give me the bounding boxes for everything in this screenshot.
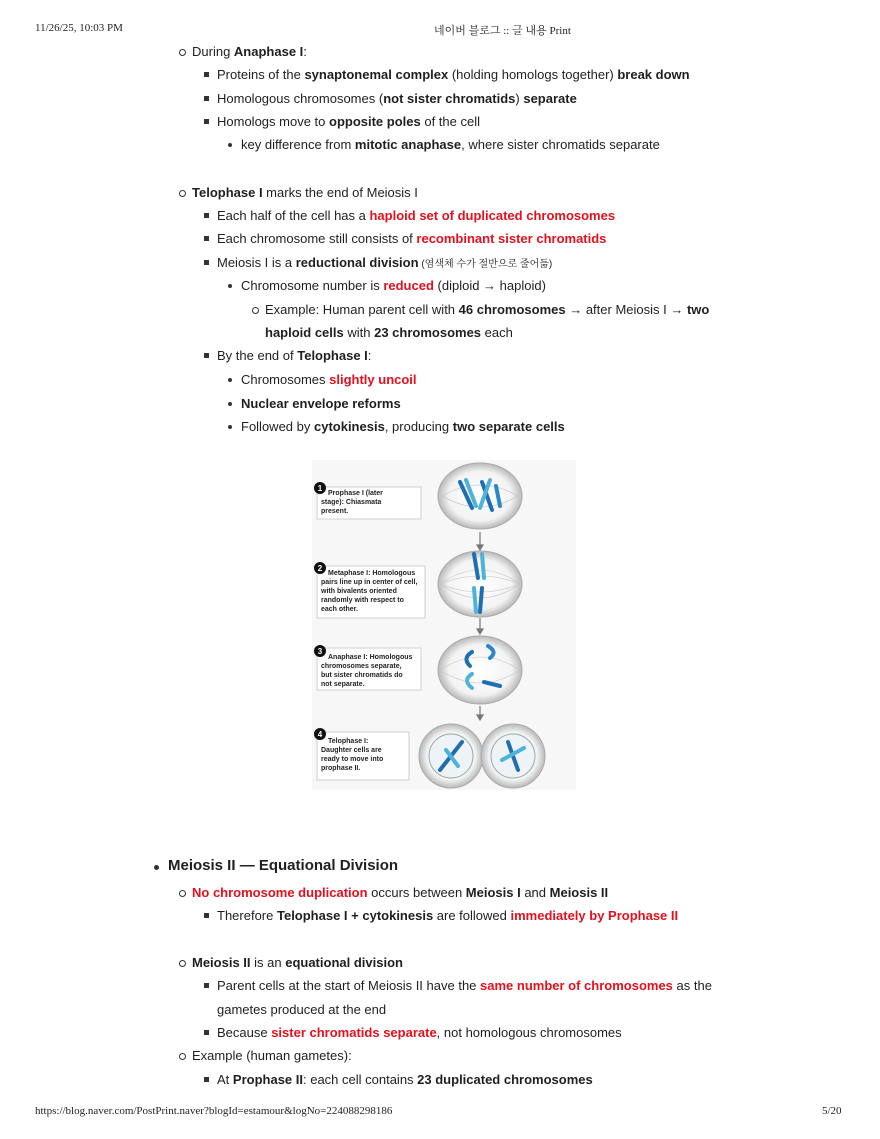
list-item: Therefore Telophase I + cytokinesis are followed immediately by Prophase II (217, 908, 679, 923)
list-item: Followed by cytokinesis, producing two separate cells (241, 419, 565, 434)
svg-text:Telophase I: Daughter ce: Telophase I: Daughter cells are ready to move into prophase II. (321, 738, 384, 772)
list-item: At Prophase II: each cell contains 23 duplicated chromosomes (217, 1072, 593, 1087)
svg-text:Anaphase I: Homologous c: Anaphase I: Homologous chromosomes separate, but sister chromatids do not separate. (321, 654, 413, 688)
print-datetime: 11/26/25, 10:03 PM (35, 22, 123, 34)
page-number: 5/20 (822, 1105, 842, 1117)
list-item: Meiosis II is an equational division (192, 955, 403, 970)
list-item: Nuclear envelope reforms (241, 396, 401, 411)
list-item: Each chromosome still consists of recombinant sister chromatids (217, 231, 607, 246)
cell-icon (438, 636, 522, 704)
anaphase-heading: During Anaphase I: (192, 44, 307, 59)
list-item: Parent cells at the start of Meiosis II have the same number of chromosomes as the (217, 978, 712, 993)
list-item: By the end of Telophase I: (217, 348, 372, 363)
list-item-continuation: haploid cells with 23 chromosomes each (265, 325, 513, 340)
cell-icon (438, 463, 522, 529)
list-item: Meiosis I is a reductional division (염색체 수가 절반으로 줄어듦) (217, 255, 552, 273)
print-url: https://blog.naver.com/PostPrint.naver?blogId=estamour&logNo=224088298186 (35, 1105, 393, 1117)
list-item: Proteins of the synaptonemal complex (holding homologs together) break down (217, 67, 690, 82)
list-item: Chromosome number is reduced (diploid → haploid) (241, 278, 546, 293)
svg-text:1: 1 (317, 484, 323, 493)
section-heading-meiosis-ii: Meiosis II — Equational Division (168, 857, 399, 874)
list-item: key difference from mitotic anaphase, where sister chromatids separate (241, 137, 660, 152)
list-item: Example (human gametes): (192, 1048, 352, 1063)
list-item: No chromosome duplication occurs between Meiosis I and Meiosis II (192, 885, 609, 900)
list-item-continuation: gametes produced at the end (217, 1002, 387, 1017)
list-item: Chromosomes slightly uncoil (241, 372, 417, 387)
telophase-heading: Telophase I marks the end of Meiosis I (192, 185, 418, 200)
svg-text:Metaphase I: Homologous: Metaphase I: Homologous pairs line up in center of cell, with bivalents oriented randomly with respect to each other. (321, 570, 418, 613)
svg-text:3: 3 (317, 647, 323, 656)
svg-text:Prophase I (later stage): Prophase I (later stage): Chiasmata present. (321, 490, 383, 515)
print-title: 네이버 블로그 :: 글 내용 Print (434, 25, 571, 37)
svg-text:2: 2 (317, 564, 323, 573)
list-item: Homologous chromosomes (not sister chromatids) separate (217, 91, 577, 106)
svg-text:4: 4 (317, 730, 323, 739)
list-item: Each half of the cell has a haploid set of duplicated chromosomes (217, 208, 616, 223)
list-item: Homologs move to opposite poles of the cell (217, 114, 480, 129)
step-telophase-i (314, 724, 545, 788)
list-item: Example: Human parent cell with 46 chromosomes → after Meiosis I → two (265, 302, 710, 317)
list-item: Because sister chromatids separate, not homologous chromosomes (217, 1025, 622, 1040)
meiosis-figure (312, 460, 576, 790)
